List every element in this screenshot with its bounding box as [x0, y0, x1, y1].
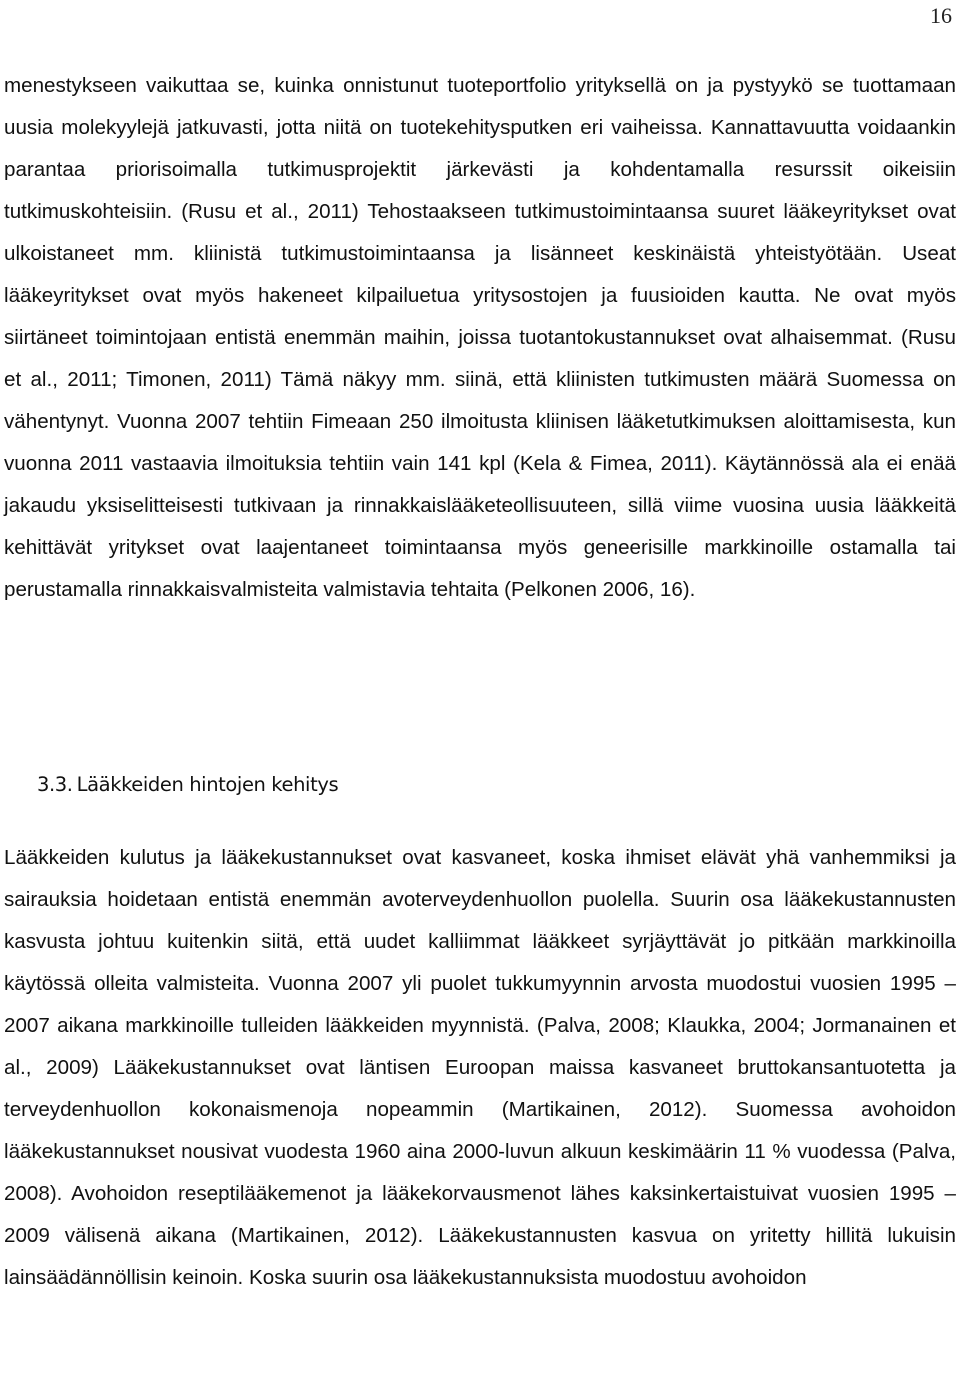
page-number: 16	[930, 3, 952, 28]
body-paragraph-1: menestykseen vaikuttaa se, kuinka onnistunut tuoteportfolio yrityksellä on ja pystyykö se tuottamaan uusia molekyylejä jatkuvasti, jotta niitä on tuotekehitysputken eri vaiheissa. Kannattavuutta voidaankin parantaa priorisoimalla tutkimusprojektit järkevästi ja kohdentamalla resurssit oikeisiin tutkimuskohteisiin. (Rusu et al., 2011) Tehostaakseen tutkimustoimintaansa suuret lääkeyritykset ovat ulkoistaneet mm. kliinistä tutkimustoimintaansa ja lisänneet keskinäistä yhteistyötään. Useat lääkeyritykset ovat myös hakeneet kilpailuetua yritysostojen ja fuusioiden kautta. Ne ovat myös siirtäneet toimintojaan entistä enemmän maihin, joissa tuotantokustannukset ovat alhaisemmat. (Rusu et al., 2011; Timonen, 2011) Tämä näkyy mm. siinä, että kliinisten tutkimusten määrä Suomessa on vähentynyt. Vuonna 2007 tehtiin Fimeaan 250 ilmoitusta kliinisen lääketutkimuksen aloittamisesta, kun vuonna 2011 vastaavia ilmoituksia tehtiin vain 141 kpl (Kela & Fimea, 2011). Käytännössä ala ei enää jakaudu yksiselitteisesti tutkivaan ja rinnakkaislääketeollisuuteen, sillä viime vuosina uusia lääkkeitä kehittävät yritykset ovat laajentaneet toimintaansa myös geneerisille markkinoille ostamalla tai perustamalla rinnakkaisvalmisteita valmistavia tehtaita (Pelkonen 2006, 16).	[4, 74, 956, 601]
section-number: 3.3.	[37, 773, 73, 796]
section-heading	[37, 770, 338, 800]
body-paragraph-2: Lääkkeiden kulutus ja lääkekustannukset ovat kasvaneet, koska ihmiset elävät yhä vanhemmiksi ja sairauksia hoidetaan entistä enemmän avoterveydenhuollon puolella. Suurin osa lääkekustannusten kasvusta johtuu kuitenkin siitä, että uudet kalliimmat lääkkeet syrjäyttävät jo pitkään markkinoilla käytössä olleita valmisteita. Vuonna 2007 yli puolet tukkumyynnin arvosta muodostui vuosien 1995 – 2007 aikana markkinoille tulleiden lääkkeiden myynnistä. (Palva, 2008; Klaukka, 2004; Jormanainen et al., 2009) Lääkekustannukset ovat läntisen Euroopan maissa kasvaneet bruttokansantuotetta ja terveydenhuollon kokonaismenoja nopeammin (Martikainen, 2012). Suomessa avohoidon lääkekustannukset nousivat vuodesta 1960 aina 2000-luvun alkuun keskimäärin 11 % vuodessa (Palva, 2008). Avohoidon reseptilääkemenot ja lääkekorvausmenot lähes kaksinkertaistuivat vuosien 1995 – 2009 välisenä aikana (Martikainen, 2012). Lääkekustannusten kasvua on yritetty hillitä lukuisin lainsäädännöllisin keinoin. Koska suurin osa lääkekustannuksista muodostuu avohoidon	[4, 846, 956, 1289]
section-title: Lääkkeiden hintojen kehitys	[76, 773, 339, 796]
